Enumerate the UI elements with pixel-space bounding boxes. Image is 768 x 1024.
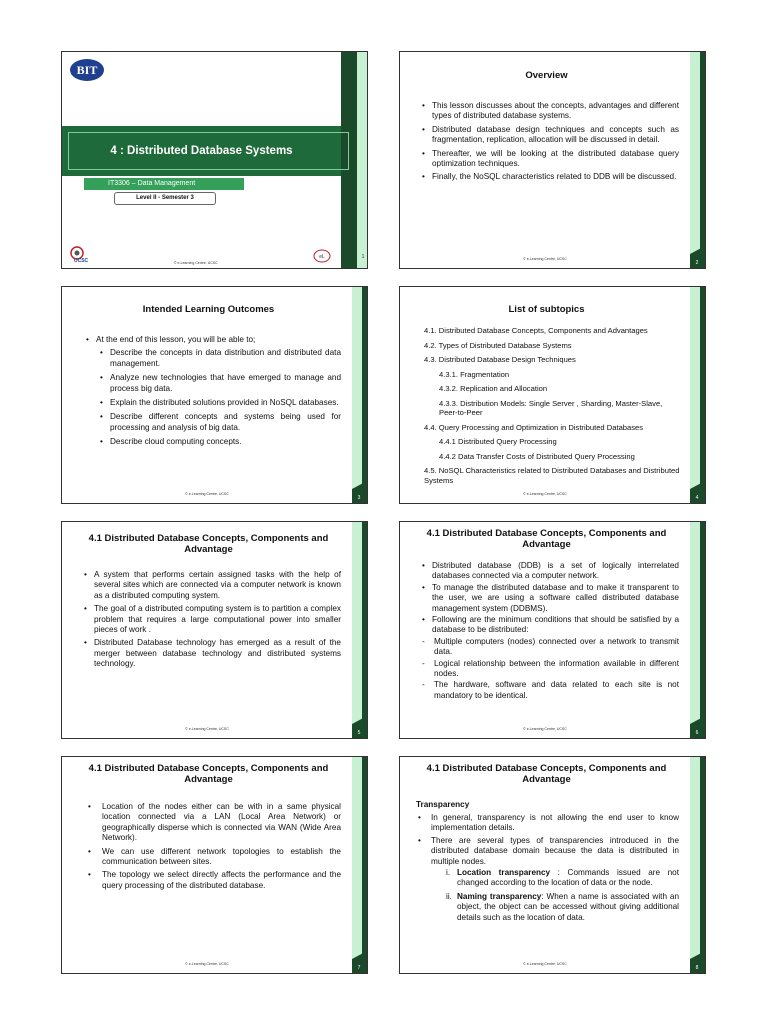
lesson-title: 4 : Distributed Database Systems	[110, 145, 293, 157]
subtopic-item: 4.3. Distributed Database Design Techniques	[424, 355, 576, 364]
side-bar-dark	[700, 757, 705, 973]
slide-body	[422, 101, 679, 186]
subtopic-item: 4.4.1 Distributed Query Processing	[439, 437, 557, 446]
transparency-list	[418, 868, 679, 923]
bullet-item: • At the end of this lesson, you will be able to; • Describe the concepts in data distribution and distributed data management. • Analyze new technologies that have emerged to manage and process big data. • Explain the distributed solutions provided in NoSQL databases. • Describe different concepts and systems being used for processing and analysis of big data. • Describe cloud computing concepts.	[86, 335, 341, 447]
subtopic-item: 4.3.1. Fragmentation	[439, 369, 510, 379]
footer-text: © e-Learning Centre, UCSC	[523, 727, 567, 731]
outcome-item: • Explain the distributed solutions provided in NoSQL databases.	[100, 398, 339, 408]
slide-heading: List of subtopics	[508, 304, 585, 315]
slide-body	[418, 813, 679, 926]
course-tag	[84, 178, 244, 190]
corner-triangle	[690, 246, 705, 254]
outcome-item: • Describe the concepts in data distribution and distributed data management.	[100, 348, 341, 368]
corner-triangle	[690, 716, 705, 724]
outcome-item: • Describe cloud computing concepts.	[100, 437, 242, 447]
footer-text: © e-Learning Centre, UCSC	[174, 261, 218, 265]
slide-heading: Overview	[525, 70, 568, 81]
side-bar-light	[690, 52, 700, 268]
elearning-logo	[313, 249, 331, 263]
side-bar-light	[352, 287, 362, 503]
side-bar-dark	[700, 52, 705, 268]
slide-body	[422, 561, 679, 702]
subtopic-item: 4.1. Distributed Database Concepts, Components and Advantages	[424, 326, 648, 335]
slide-heading: 4.1 Distributed Database Concepts, Components and Advantage	[426, 528, 667, 550]
corner-triangle	[690, 951, 705, 959]
condition-item: - Logical relationship between the information available in different nodes.	[422, 658, 679, 679]
svg-text:eL: eL	[319, 254, 325, 260]
footer-text: © e-Learning Centre, UCSC	[185, 727, 229, 731]
slide-heading: Intended Learning Outcomes	[142, 304, 275, 315]
corner-triangle	[352, 951, 367, 959]
page-number: 5	[357, 730, 361, 736]
side-bar-light	[352, 757, 362, 973]
bullet-item: • Thereafter, we will be looking at the distributed database query optimization techniques.	[422, 148, 679, 169]
side-bar-dark	[362, 757, 367, 973]
slide-8	[399, 756, 706, 974]
subtopic-item: 4.3.2. Replication and Allocation	[439, 384, 548, 393]
side-bar-light	[690, 287, 700, 503]
bullet-item: • A system that performs certain assigned tasks with the help of several sites which are connected via a computer network is known as a distributed computing system.	[84, 570, 341, 600]
page-number: 7	[357, 965, 361, 971]
footer-text: © e-Learning Centre, UCSC	[523, 962, 567, 966]
footer-text: © e-Learning Centre, UCSC	[523, 492, 567, 496]
slide-body	[84, 570, 341, 673]
subtopic-item: 4.5. NoSQL Characteristics related to Distributed Databases and Distributed Systems	[424, 466, 680, 485]
outcome-item: • Analyze new technologies that have emerged to manage and process big data.	[100, 373, 341, 393]
slide-5	[61, 521, 368, 739]
side-bar-dark	[700, 287, 705, 503]
bit-logo-text: BIT	[76, 63, 98, 77]
transparency-item: i. Location transparency : Commands issued are not changed according to the location of data or the node.	[446, 868, 679, 888]
corner-triangle	[352, 481, 367, 489]
slide-body	[88, 802, 341, 894]
bullet-item: • Finally, the NoSQL characteristics related to DDB will be discussed.	[422, 172, 677, 182]
slide-overview	[399, 51, 706, 269]
footer-text: © e-Learning Centre, UCSC	[185, 492, 229, 496]
course-code-label: IT3306 – Data Management	[108, 180, 196, 187]
bullet-item: • To manage the distributed database and to make it transparent to the user, we are using a software called distributed database management system (DDBMS).	[422, 582, 679, 613]
subtopic-list	[424, 326, 681, 490]
page-number: 8	[695, 965, 699, 971]
bullet-item: • Distributed database (DDB) is a set of logically interrelated databases connected via a computer network.	[422, 561, 679, 581]
slide-heading: 4.1 Distributed Database Concepts, Components and Advantage	[426, 763, 667, 785]
bullet-item: • The topology we select directly affects the performance and the query processing of the distributed database.	[88, 870, 341, 890]
bullet-item: • Distributed database design techniques and concepts such as fragmentation, replication, allocation will be discussed in detail.	[422, 124, 679, 145]
side-bar-light	[690, 522, 700, 738]
side-bar-dark	[700, 522, 705, 738]
bullet-item: • Location of the nodes either can be with in a same physical location connected via a LAN (Local Area Network) or geographically disperse which is connected via WAN (Wide Area Network).	[88, 802, 341, 843]
slide-body	[86, 335, 341, 452]
level-label: Level II - Semester 3	[136, 195, 194, 201]
outcome-item: • Describe different concepts and systems being used for processing and analysis of big data.	[100, 412, 341, 432]
slide-6	[399, 521, 706, 739]
condition-item: - The hardware, software and data related to each site is not mandatory to be identical.	[422, 680, 679, 700]
level-tag	[114, 192, 216, 205]
slide-heading: 4.1 Distributed Database Concepts, Components and Advantage	[88, 763, 329, 785]
title-banner	[62, 126, 341, 176]
page-number: 2	[695, 260, 699, 266]
page-number: 4	[695, 495, 699, 501]
subtopic-item: 4.4.2 Data Transfer Costs of Distributed Query Processing	[439, 451, 635, 461]
subtopic-item: 4.4. Query Processing and Optimization in Distributed Databases	[424, 422, 644, 432]
condition-item: - Multiple computers (nodes) connected over a network to transmit data.	[422, 636, 679, 657]
bit-logo	[70, 59, 104, 81]
footer-text: © e-Learning Centre, UCSC	[185, 962, 229, 966]
bullet-item: • We can use different network topologies to establish the communication between sites.	[88, 846, 341, 867]
corner-triangle	[352, 716, 367, 724]
side-bar-light	[690, 757, 700, 973]
ucsc-label: UCSC	[74, 258, 89, 264]
transparency-item: ii. Naming transparency: When a name is associated with an object, the object can be accessed without giving additional details such as the location of data.	[446, 891, 679, 922]
subtopic-item: 4.2. Types of Distributed Database Systems	[424, 340, 572, 350]
page-number: 1	[361, 254, 365, 260]
section-heading: Transparency	[416, 800, 470, 809]
bullet-item: • This lesson discusses about the concepts, advantages and different types of distributed database systems.	[422, 101, 679, 121]
bullet-item: • There are several types of transparencies introduced in the distributed database domain because the data is distributed in multiple nodes.	[418, 835, 679, 866]
bullet-item: • In general, transparency is not allowing the end user to know implementation details.	[418, 813, 679, 833]
side-bar-dark	[362, 522, 367, 738]
bullet-item: • The goal of a distributed computing system is to partition a complex problem that requires a large computational power into smaller pieces of work .	[84, 604, 341, 635]
slide-7	[61, 756, 368, 974]
corner-triangle	[690, 481, 705, 489]
title-right-light-bar	[357, 52, 368, 268]
slide-title	[61, 51, 368, 269]
footer-text: © e-Learning Centre, UCSC	[523, 257, 567, 261]
bullet-item: • Following are the minimum conditions that should be satisfied by a database to be distributed:	[422, 615, 679, 635]
slide-heading: 4.1 Distributed Database Concepts, Components and Advantage	[88, 533, 329, 555]
page-number: 6	[695, 730, 699, 736]
bullet-item: • Distributed Database technology has emerged as a result of the merger between database technology and distributed systems technology.	[84, 638, 341, 669]
side-bar-light	[352, 522, 362, 738]
slide-learning-outcomes	[61, 286, 368, 504]
subtopic-item: 4.3.3. Distribution Models: Single Server , Sharding, Master-Slave, Peer-to-Peer	[439, 398, 663, 417]
side-bar-dark	[362, 287, 367, 503]
page-number: 3	[357, 495, 361, 501]
slide-subtopics	[399, 286, 706, 504]
